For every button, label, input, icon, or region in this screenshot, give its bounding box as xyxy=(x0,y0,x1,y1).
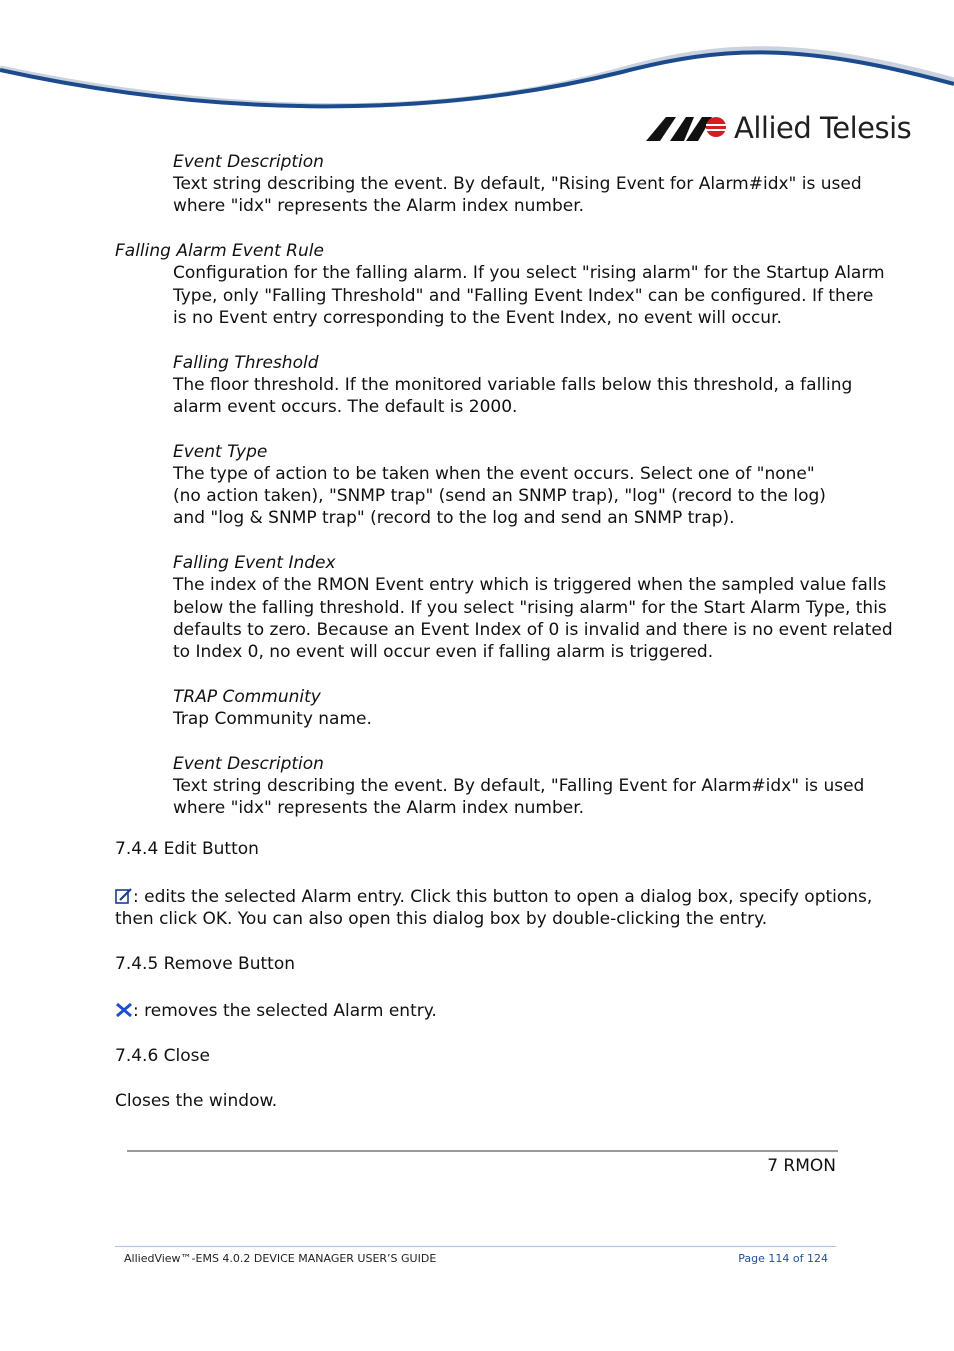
term-event-description: Event Description xyxy=(173,152,324,172)
body-line: Text string describing the event. By default, "Rising Event for Alarm#idx" is used xyxy=(173,174,862,194)
edit-pencil-icon[interactable] xyxy=(115,888,133,904)
body-line: then click OK. You can also open this dialog box by double-clicking the entry. xyxy=(115,909,768,929)
body-line: alarm event occurs. The default is 2000. xyxy=(173,397,518,417)
body-line: Configuration for the falling alarm. If you select "rising alarm" for the Startup Alarm xyxy=(173,263,885,283)
footer-page-number: Page 114 of 124 xyxy=(738,1252,828,1265)
body-line: Trap Community name. xyxy=(173,709,372,729)
body-line: below the falling threshold. If you select "rising alarm" for the Start Alarm Type, this xyxy=(173,598,887,618)
remove-button-text: : removes the selected Alarm entry. xyxy=(133,1001,437,1021)
body-line: and "log & SNMP trap" (record to the log and send an SNMP trap). xyxy=(173,508,735,528)
heading-remove-button: 7.4.5 Remove Button xyxy=(115,954,295,974)
remove-x-icon[interactable] xyxy=(115,1002,133,1018)
body-line: where "idx" represents the Alarm index number. xyxy=(173,196,585,216)
term-falling-alarm-event-rule: Falling Alarm Event Rule xyxy=(115,241,324,261)
term-event-type: Event Type xyxy=(173,442,268,462)
term-event-description-falling: Event Description xyxy=(173,754,324,774)
brand-logo xyxy=(646,110,911,146)
term-falling-threshold: Falling Threshold xyxy=(173,353,319,373)
remove-button-description xyxy=(115,1000,437,1022)
edit-button-text: : edits the selected Alarm entry. Click this button to open a dialog box, specify options, xyxy=(133,887,873,907)
body-line: (no action taken), "SNMP trap" (send an SNMP trap), "log" (record to the log) xyxy=(173,486,826,506)
chapter-label: 7 RMON xyxy=(767,1156,836,1176)
body-line: defaults to zero. Because an Event Index of 0 is invalid and there is no event related xyxy=(173,620,893,640)
body-line: The floor threshold. If the monitored variable falls below this threshold, a falling xyxy=(173,375,853,395)
term-falling-event-index: Falling Event Index xyxy=(173,553,336,573)
body-line: Type, only "Falling Threshold" and "Falling Event Index" can be configured. If there xyxy=(173,286,874,306)
footer-document-title: AlliedView™-EMS 4.0.2 DEVICE MANAGER USER’S GUIDE xyxy=(124,1252,437,1265)
edit-button-description xyxy=(115,886,872,908)
chapter-divider xyxy=(127,1150,838,1152)
body-line: to Index 0, no event will occur even if falling alarm is triggered. xyxy=(173,642,714,662)
logo-text: Allied Telesis xyxy=(734,111,912,145)
footer-divider xyxy=(115,1246,836,1247)
heading-edit-button: 7.4.4 Edit Button xyxy=(115,839,259,859)
heading-close: 7.4.6 Close xyxy=(115,1046,210,1066)
body-line: where "idx" represents the Alarm index number. xyxy=(173,798,585,818)
body-line: is no Event entry corresponding to the Event Index, no event will occur. xyxy=(173,308,782,328)
body-line: Text string describing the event. By default, "Falling Event for Alarm#idx" is used xyxy=(173,776,865,796)
term-trap-community: TRAP Community xyxy=(173,687,321,707)
body-line: The type of action to be taken when the event occurs. Select one of "none" xyxy=(173,464,815,484)
body-line: The index of the RMON Event entry which is triggered when the sampled value falls xyxy=(173,575,887,595)
body-line: Closes the window. xyxy=(115,1091,278,1111)
allied-telesis-logo-icon xyxy=(646,113,728,143)
